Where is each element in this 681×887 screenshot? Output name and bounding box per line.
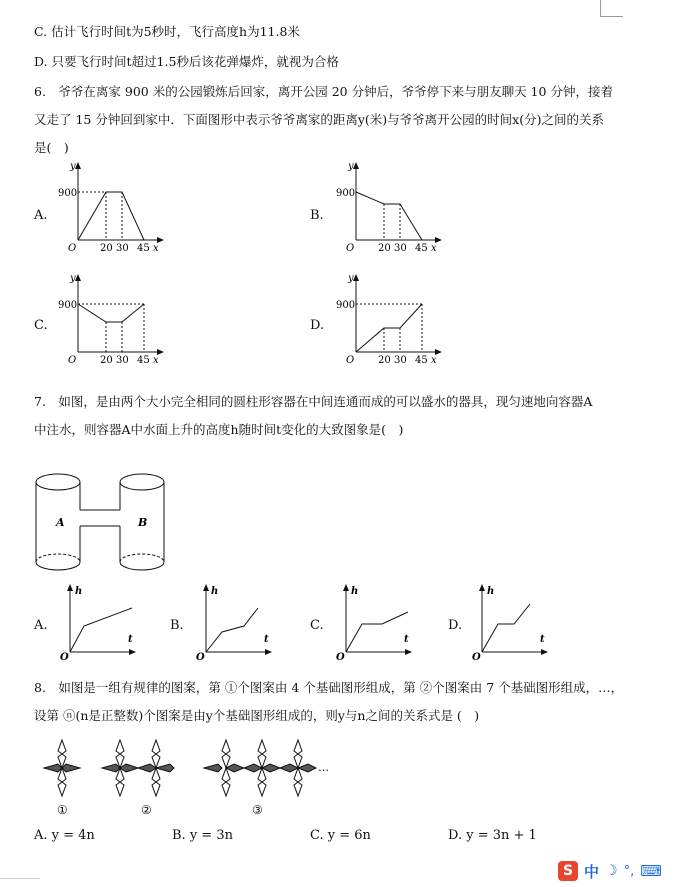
q8-pattern-figure	[30, 734, 330, 819]
svg-text:t: t	[404, 634, 409, 645]
svg-text:h: h	[351, 586, 359, 597]
svg-text:h: h	[211, 586, 219, 597]
q6-graph-a	[56, 160, 166, 254]
q7-option-a-label: A.	[34, 618, 48, 633]
svg-text:O: O	[68, 243, 77, 254]
svg-text:t: t	[128, 634, 133, 645]
svg-text:x: x	[153, 355, 159, 366]
svg-text:x: x	[431, 243, 437, 254]
svg-text:B: B	[138, 516, 148, 529]
svg-text:20: 20	[378, 243, 391, 254]
sogou-logo-icon[interactable]: S	[558, 861, 578, 881]
svg-text:t: t	[540, 634, 545, 645]
svg-text:h: h	[487, 586, 495, 597]
q7-option-c-label: C.	[310, 618, 324, 633]
q6-text-line1: 6. 爷爷在离家 900 米的公园锻炼后回家，离开公园 20 分钟后，爷爷停下来与朋友聊天 10 分钟，接着	[34, 84, 613, 99]
svg-text:45: 45	[415, 355, 428, 366]
q7-text-line1: 7. 如图，是由两个大小完全相同的圆柱形容器在中间连通而成的可以盛水的器具，现匀速地向容器A	[34, 394, 593, 409]
svg-text:②: ②	[141, 803, 152, 817]
svg-text:O: O	[60, 652, 69, 663]
q6-option-a-label: A.	[34, 208, 48, 223]
q7-graph-a	[58, 582, 138, 662]
q7-graph-b	[194, 582, 274, 662]
svg-text:30: 30	[116, 243, 129, 254]
q7-text-line2: 中注水，则容器A中水面上升的高度h随时间t变化的大致图象是( )	[34, 422, 404, 437]
svg-text:x: x	[431, 355, 437, 366]
q6-option-c-label: C.	[34, 318, 48, 333]
svg-text:y: y	[70, 161, 76, 172]
svg-text:30: 30	[116, 355, 129, 366]
svg-text:h: h	[75, 586, 83, 597]
ime-language-toggle[interactable]: 中	[584, 862, 600, 881]
q7-graph-c	[334, 582, 414, 662]
svg-text:y: y	[70, 273, 76, 284]
svg-text:900: 900	[58, 188, 78, 199]
svg-text:900: 900	[58, 300, 78, 311]
q8-option-d: D. y = 3n + 1	[448, 828, 537, 843]
q7-container-figure	[30, 468, 180, 583]
svg-text:③: ③	[252, 803, 263, 817]
q5-option-c: C. 估计飞行时间t为5秒时，飞行高度h为11.8米	[34, 24, 300, 39]
q6-graph-d	[334, 272, 444, 366]
svg-text:45: 45	[137, 243, 150, 254]
q6-text-line2: 又走了 15 分钟回到家中．下面图形中表示爷爷离家的距离y(米)与爷爷离开公园的时间x(分)之间的关系	[34, 112, 604, 127]
ime-toolbar[interactable]	[558, 860, 678, 882]
q6-graph-b	[334, 160, 444, 254]
q6-option-b-label: B.	[310, 208, 324, 223]
svg-text:45: 45	[137, 355, 150, 366]
svg-text:20: 20	[100, 355, 113, 366]
q5-option-d: D. 只要飞行时间t超过1.5秒后该花弹爆炸，就视为合格	[34, 54, 339, 69]
svg-text:O: O	[346, 355, 355, 366]
svg-text:y: y	[348, 161, 354, 172]
q7-graph-d	[470, 582, 550, 662]
q8-option-a: A. y = 4n	[34, 828, 95, 843]
page-corner-mark	[600, 0, 623, 17]
svg-text:30: 30	[394, 355, 407, 366]
svg-text:O: O	[68, 355, 77, 366]
svg-text:①: ①	[57, 803, 68, 817]
svg-text:…: …	[318, 761, 329, 774]
q6-option-d-label: D.	[310, 318, 325, 333]
svg-text:900: 900	[336, 300, 356, 311]
svg-text:45: 45	[415, 243, 428, 254]
svg-text:O: O	[346, 243, 355, 254]
q8-option-c: C. y = 6n	[310, 828, 371, 843]
svg-text:20: 20	[378, 355, 391, 366]
punctuation-toggle[interactable]: °,	[623, 863, 635, 879]
svg-text:900: 900	[336, 188, 356, 199]
q8-text-line1: 8. 如图是一组有规律的图案，第 ①个图案由 4 个基础图形组成，第 ②个图案由 7 个基础图形组成，…，	[34, 680, 624, 695]
svg-text:t: t	[264, 634, 269, 645]
q7-option-d-label: D.	[448, 618, 463, 633]
moon-icon[interactable]: ☽	[605, 863, 618, 879]
q8-option-b: B. y = 3n	[172, 828, 233, 843]
svg-text:A: A	[56, 516, 65, 529]
keyboard-icon[interactable]: ⌨	[640, 862, 662, 880]
q6-graph-c	[56, 272, 166, 366]
svg-text:x: x	[153, 243, 159, 254]
q7-option-b-label: B.	[170, 618, 184, 633]
svg-text:O: O	[336, 652, 345, 663]
svg-text:y: y	[348, 273, 354, 284]
svg-text:30: 30	[394, 243, 407, 254]
q6-text-line3: 是( )	[34, 140, 69, 155]
svg-text:O: O	[472, 652, 481, 663]
q8-text-line2: 设第 ⓝ(n是正整数)个图案是由y个基础图形组成的，则y与n之间的关系式是 ( )	[34, 708, 480, 723]
svg-text:20: 20	[100, 243, 113, 254]
svg-text:O: O	[196, 652, 205, 663]
